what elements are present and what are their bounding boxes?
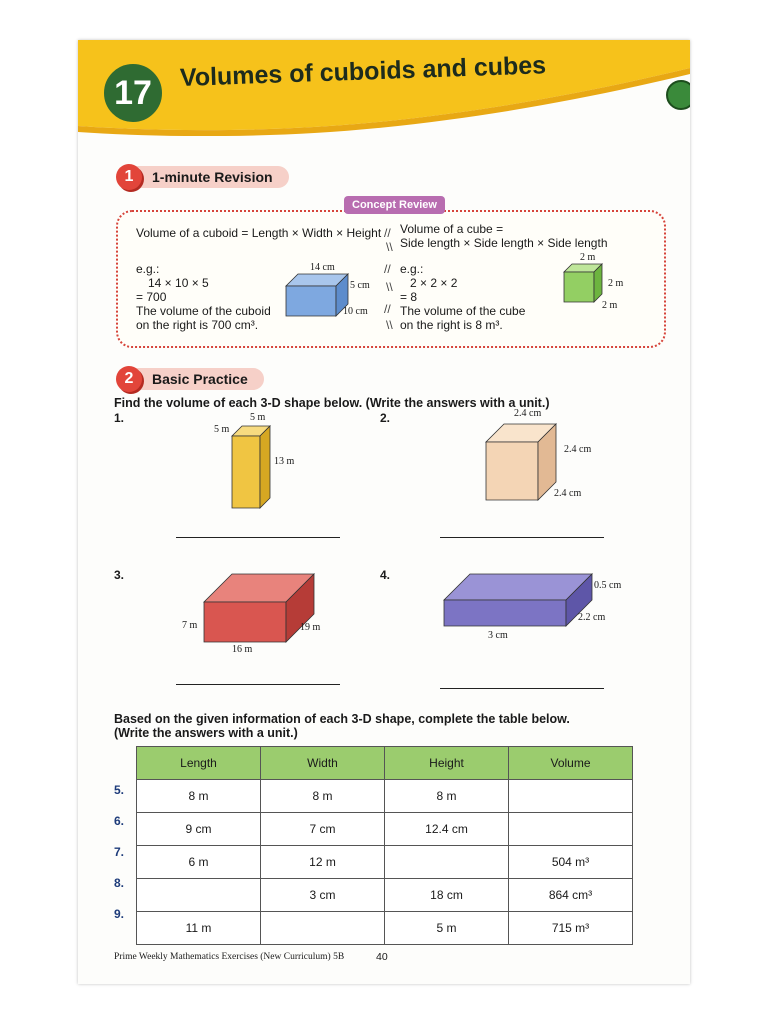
volume-cell[interactable]: [509, 780, 633, 813]
column-header-volume: Volume: [509, 747, 633, 780]
height-cell: 5 m: [385, 912, 509, 945]
q3-bottom-label: 16 m: [232, 644, 253, 655]
length-cell: 11 m: [137, 912, 261, 945]
page-title: Volumes of cuboids and cubes: [179, 51, 547, 92]
question-number: 3.: [114, 568, 125, 582]
question-number: 1.: [114, 411, 125, 425]
table-row: [137, 780, 633, 813]
section-1-heading: [116, 164, 289, 190]
width-cell: 12 m: [261, 846, 385, 879]
dimensions-table: [136, 746, 633, 945]
title-banner: [78, 40, 690, 136]
length-cell[interactable]: [137, 879, 261, 912]
answer-line-q2[interactable]: [440, 537, 604, 538]
concept-review-tag: Concept Review: [344, 196, 445, 214]
section-label: Basic Practice: [134, 368, 264, 390]
cuboid-width-label: 10 cm: [343, 306, 368, 317]
question-3-cuboid: [204, 574, 316, 644]
volume-cell: 715 m³: [509, 912, 633, 945]
cuboid-calc: 14 × 10 × 5: [148, 276, 209, 290]
width-cell: 3 cm: [261, 879, 385, 912]
answer-line-q1[interactable]: [176, 537, 340, 538]
cube-right-label: 2 m: [608, 278, 624, 289]
separator-mark: \\: [386, 240, 393, 254]
row-number: 7.: [114, 845, 125, 859]
width-cell: 8 m: [261, 780, 385, 813]
row-number: 8.: [114, 876, 125, 890]
section-label: 1-minute Revision: [134, 166, 289, 188]
row-number: 5.: [114, 783, 125, 797]
volume-cell: 864 cm³: [509, 879, 633, 912]
length-cell: 9 cm: [137, 813, 261, 846]
height-cell: 8 m: [385, 780, 509, 813]
section-number: 2: [116, 366, 142, 392]
cube-formula-line-2: Side length × Side length × Side length: [400, 236, 608, 250]
row-number: 9.: [114, 907, 125, 921]
section-2-heading: [116, 366, 264, 392]
cube-result: = 8: [400, 290, 418, 304]
table-row: [137, 912, 633, 945]
q1-top-label: 5 m: [250, 412, 266, 423]
height-cell: 12.4 cm: [385, 813, 509, 846]
height-cell[interactable]: [385, 846, 509, 879]
cube-sentence-2: on the right is 8 m³.: [400, 318, 503, 332]
table-instruction-1: Based on the given information of each 3-D shape, complete the table below.: [114, 712, 570, 726]
planet-icon: [666, 80, 690, 110]
q3-right-label: 19 m: [300, 622, 321, 633]
separator-mark: //: [384, 262, 391, 276]
section-number: 1: [116, 164, 142, 190]
answer-line-q3[interactable]: [176, 684, 340, 685]
cube-calc: 2 × 2 × 2: [410, 276, 458, 290]
q1-height-label: 13 m: [274, 456, 295, 467]
footer-book-title: Prime Weekly Mathematics Exercises (New Curriculum) 5B: [114, 952, 345, 962]
q4-height-label: 0.5 cm: [594, 580, 622, 591]
cuboid-result: = 700: [136, 290, 167, 304]
width-cell[interactable]: [261, 912, 385, 945]
cube-bottom-label: 2 m: [602, 300, 618, 311]
cube-eg: e.g.:: [400, 262, 424, 276]
question-1-cuboid: [232, 426, 272, 510]
column-header-length: Length: [137, 747, 261, 780]
question-number: 2.: [380, 411, 391, 425]
cube-sentence-1: The volume of the cube: [400, 304, 526, 318]
height-cell: 18 cm: [385, 879, 509, 912]
worksheet-page: [78, 40, 690, 984]
q2-bottom-label: 2.4 cm: [554, 488, 582, 499]
q2-right-label: 2.4 cm: [564, 444, 592, 455]
cube-top-label: 2 m: [580, 252, 596, 263]
cuboid-formula: Volume of a cuboid = Length × Width × Height: [136, 226, 382, 240]
table-header-row: [137, 747, 633, 780]
practice-instruction: Find the volume of each 3-D shape below. (Write the answers with a unit.): [114, 396, 550, 410]
question-4-cuboid: [444, 574, 594, 628]
separator-mark: \\: [386, 280, 393, 294]
width-cell: 7 cm: [261, 813, 385, 846]
answer-line-q4[interactable]: [440, 688, 604, 689]
column-header-width: Width: [261, 747, 385, 780]
cuboid-sentence-2: on the right is 700 cm³.: [136, 318, 259, 332]
q2-top-label: 2.4 cm: [514, 408, 542, 419]
row-number: 6.: [114, 814, 125, 828]
column-header-height: Height: [385, 747, 509, 780]
table-row: [137, 813, 633, 846]
page-number: 40: [376, 951, 388, 963]
separator-mark: //: [384, 226, 391, 240]
cuboid-eg: e.g.:: [136, 262, 160, 276]
length-cell: 8 m: [137, 780, 261, 813]
table-row: [137, 846, 633, 879]
question-number: 4.: [380, 568, 391, 582]
cuboid-sentence-1: The volume of the cuboid: [136, 304, 271, 318]
q3-left-label: 7 m: [182, 620, 198, 631]
cube-formula-line-1: Volume of a cube =: [400, 222, 504, 236]
cuboid-height-label: 5 cm: [350, 280, 370, 291]
cuboid-length-label: 14 cm: [310, 262, 335, 273]
q4-depth-label: 2.2 cm: [578, 612, 606, 623]
length-cell: 6 m: [137, 846, 261, 879]
question-2-cube: [486, 424, 558, 502]
chapter-number-badge: 17: [100, 60, 166, 126]
volume-cell: 504 m³: [509, 846, 633, 879]
separator-mark: //: [384, 302, 391, 316]
q1-left-label: 5 m: [214, 424, 230, 435]
separator-mark: \\: [386, 318, 393, 332]
volume-cell[interactable]: [509, 813, 633, 846]
table-row: [137, 879, 633, 912]
table-instruction-2: (Write the answers with a unit.): [114, 726, 298, 740]
q4-bottom-label: 3 cm: [488, 630, 508, 641]
